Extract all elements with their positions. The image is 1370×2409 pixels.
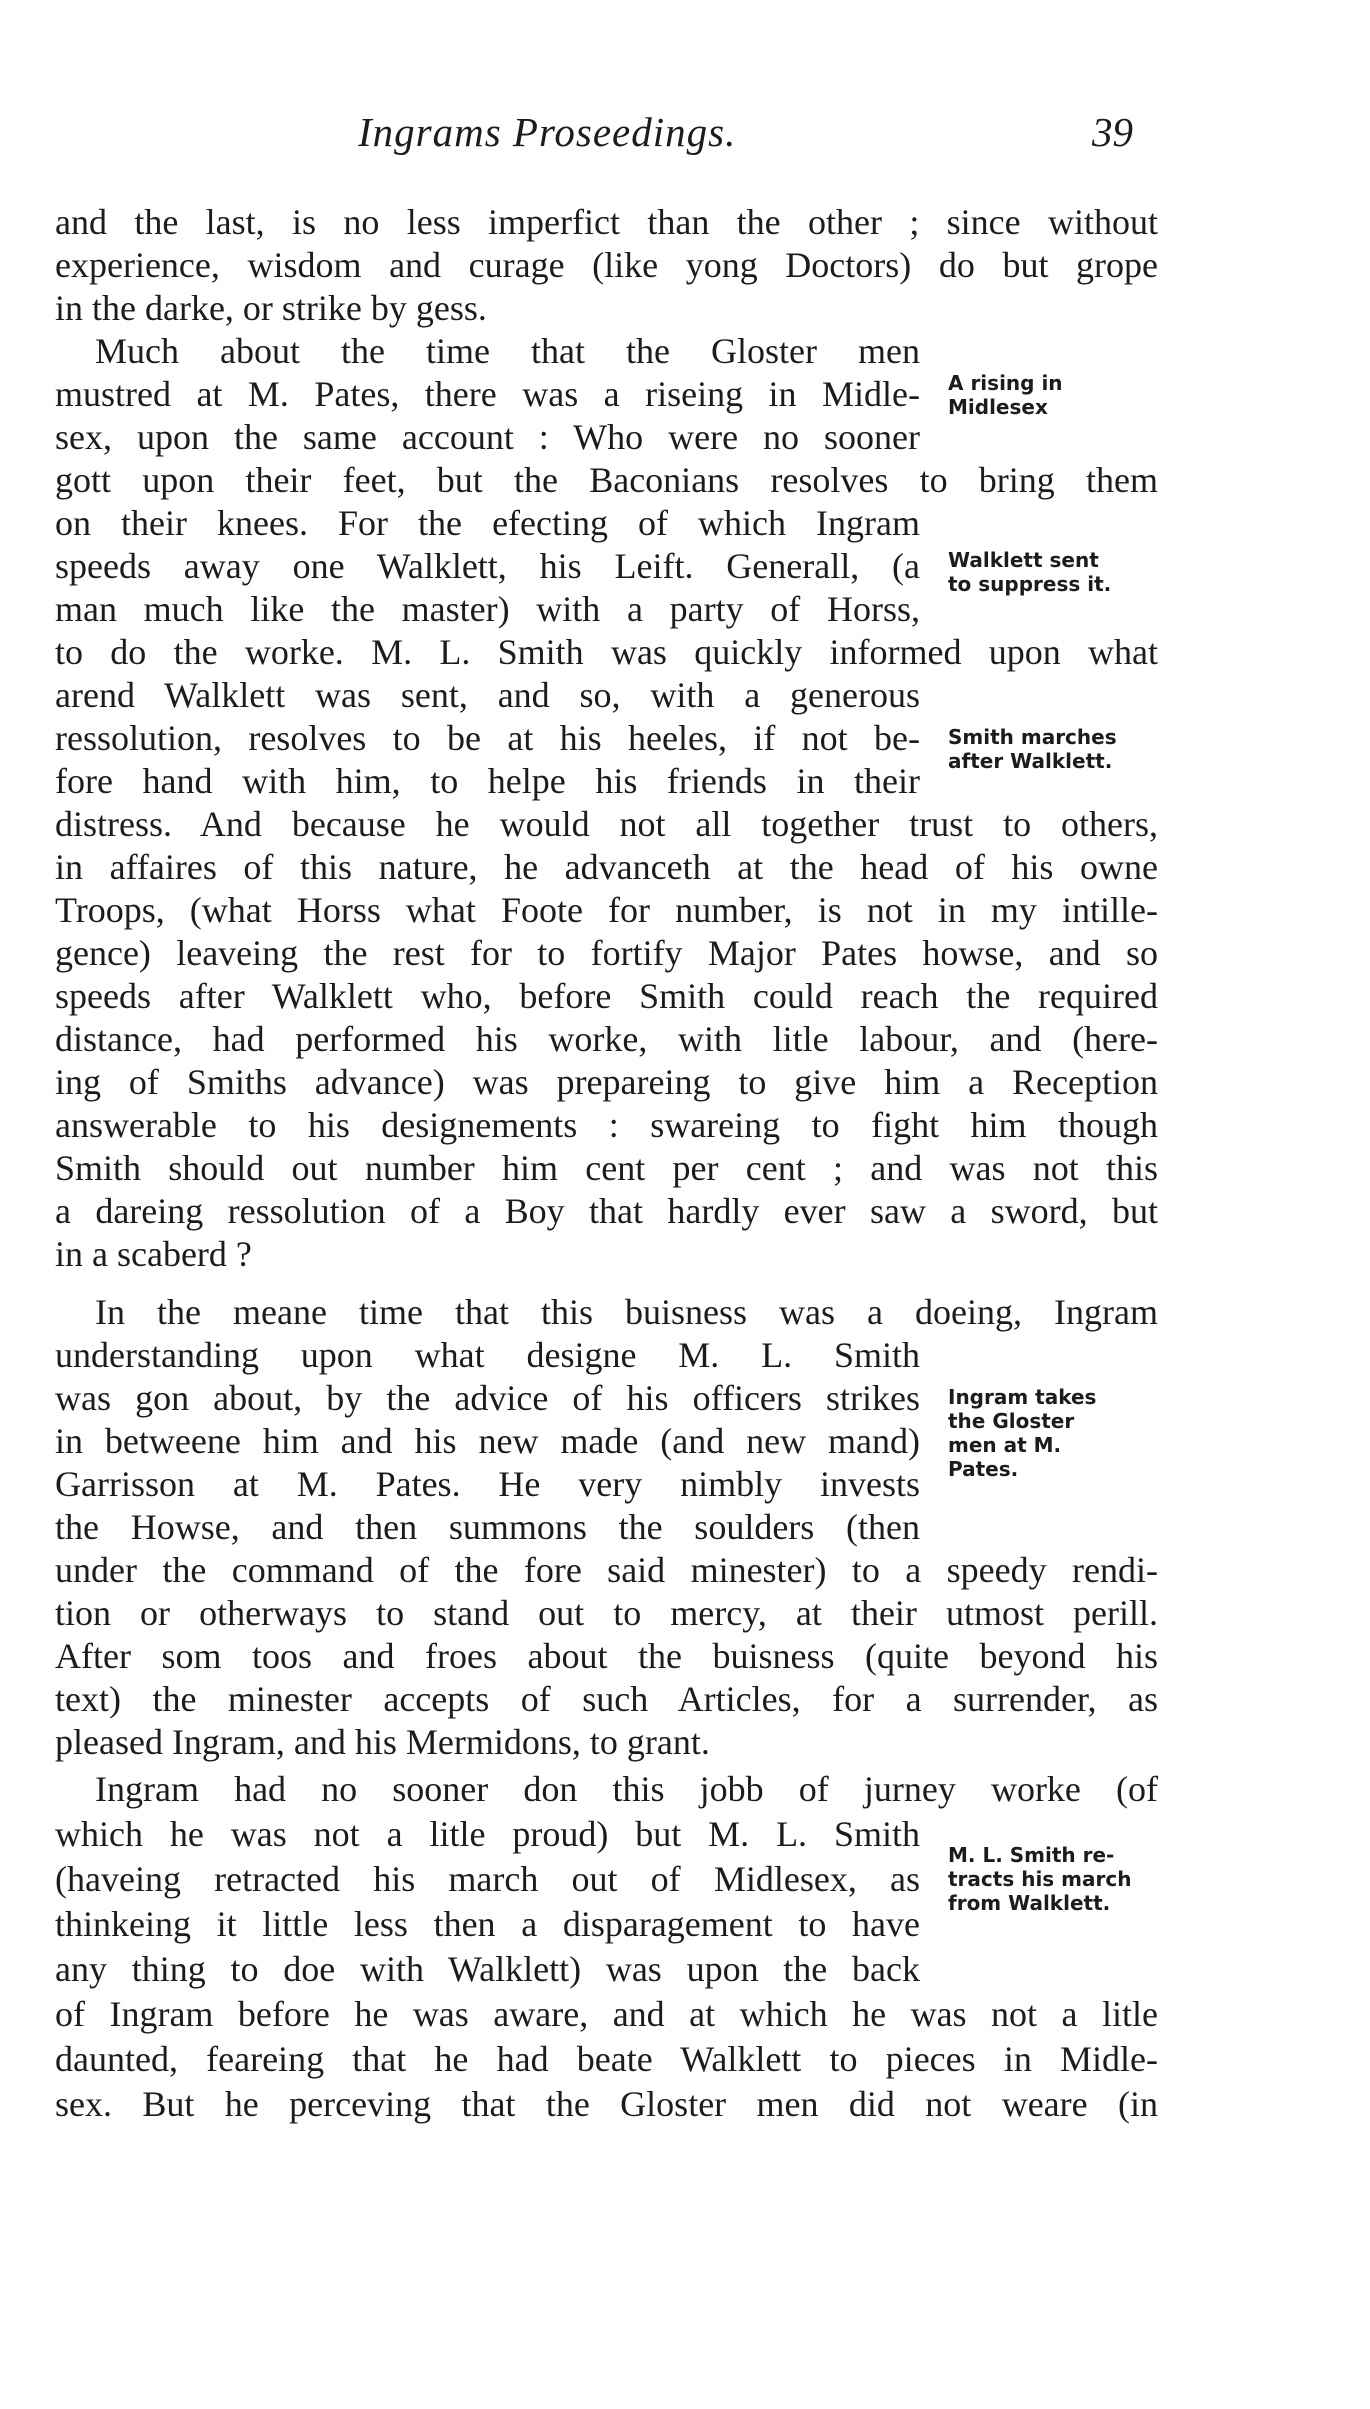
running-head [0,108,1370,168]
text-line: Garrisson at M. Pates. He very nimbly invests [55,1464,920,1504]
text-line: in the darke, or strike by gess. [55,288,487,328]
text-line: and the last, is no less imperfict than the other ; since without [55,202,1158,242]
text-line: which he was not a litle proud) but M. L. Smith [55,1814,920,1854]
text-line: answerable to his designements : swareing to fight him though [55,1105,1158,1145]
text-line: distress. And because he would not all together trust to others, [55,804,1158,844]
text-line: thinkeing it little less then a disparagement to have [55,1904,920,1944]
text-line: In the meane time that this buisness was a doeing, Ingram [95,1292,1158,1332]
text-line: pleased Ingram, and his Mermidons, to grant. [55,1722,710,1762]
text-line: ressolution, resolves to be at his heeles, if not be- [55,718,920,758]
text-line: Much about the time that the Gloster men [95,331,920,371]
text-line: was gon about, by the advice of his officers strikes [55,1378,920,1418]
text-line: Smith should out number him cent per cent ; and was not this [55,1148,1158,1188]
text-line: Ingram had no sooner don this jobb of jurney worke (of [95,1769,1158,1809]
text-line: tion or otherways to stand out to mercy, at their utmost perill. [55,1593,1158,1633]
text-line: in affaires of this nature, he advanceth at the head of his owne [55,847,1158,887]
text-line: Troops, (what Horss what Foote for number, is not in my intille- [55,890,1158,930]
text-line: of Ingram before he was aware, and at which he was not a litle [55,1994,1158,2034]
text-line: sex. But he perceving that the Gloster men did not weare (in [55,2084,1158,2124]
text-line: (haveing retracted his march out of Midlesex, as [55,1859,920,1899]
text-line: After som toos and froes about the buisness (quite beyond his [55,1636,1158,1676]
text-line: any thing to doe with Walklett) was upon the back [55,1949,920,1989]
text-line: under the command of the fore said minester) to a speedy rendi- [55,1550,1158,1590]
text-line: speeds after Walklett who, before Smith could reach the required [55,976,1158,1016]
text-line: gott upon their feet, but the Baconians resolves to bring them [55,460,1158,500]
text-line: in betweene him and his new made (and new mand) [55,1421,920,1461]
text-line: to do the worke. M. L. Smith was quickly informed upon what [55,632,1158,672]
text-line: experience, wisdom and curage (like yong Doctors) do but grope [55,245,1158,285]
margin-note: Ingram takes the Gloster men at M. Pates. [948,1385,1097,1481]
text-line: mustred at M. Pates, there was a riseing in Midle- [55,374,920,414]
text-line: sex, upon the same account : Who were no sooner [55,417,920,457]
text-line: speeds away one Walklett, his Leift. Generall, (a [55,546,920,586]
text-line: ing of Smiths advance) was prepareing to give him a Reception [55,1062,1158,1102]
text-line: man much like the master) with a party of Horss, [55,589,920,629]
page-number: 39 [1092,109,1133,155]
margin-note: M. L. Smith re- tracts his march from Walklett. [948,1843,1132,1915]
text-line: in a scaberd ? [55,1234,252,1274]
text-line: distance, had performed his worke, with litle labour, and (here- [55,1019,1158,1059]
text-line: on their knees. For the efecting of which Ingram [55,503,920,543]
text-line: daunted, feareing that he had beate Walklett to pieces in Midle- [55,2039,1158,2079]
margin-note: Smith marches after Walklett. [948,725,1117,773]
text-line: arend Walklett was sent, and so, with a generous [55,675,920,715]
text-line: fore hand with him, to helpe his friends in their [55,761,920,801]
running-title: Ingrams Proseedings. [358,109,737,155]
margin-note: Walklett sent to suppress it. [948,548,1112,596]
text-line: the Howse, and then summons the soulders (then [55,1507,920,1547]
text-line: a dareing ressolution of a Boy that hardly ever saw a sword, but [55,1191,1158,1231]
margin-note: A rising in Midlesex [948,371,1063,419]
text-line: understanding upon what designe M. L. Smith [55,1335,920,1375]
text-line: gence) leaveing the rest for to fortify Major Pates howse, and so [55,933,1158,973]
text-line: text) the minester accepts of such Articles, for a surrender, as [55,1679,1158,1719]
